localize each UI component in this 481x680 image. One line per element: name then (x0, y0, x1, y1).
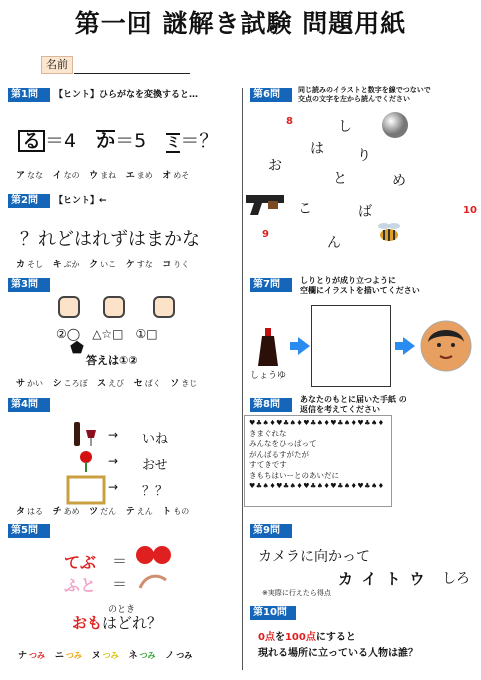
q5-options (18, 648, 199, 661)
q2-option[interactable]: コ りく (162, 260, 190, 270)
q5-option[interactable]: ノ つみ (165, 651, 193, 661)
pistol-icon (244, 191, 286, 217)
q2-header: 第2問 (8, 194, 50, 208)
q7-header: 第7問 (250, 278, 292, 292)
q6-char: こ (298, 201, 312, 217)
q8-instruction: あなたのもとに届いた手紙 の 返信を考えてください (300, 395, 407, 414)
q2-option[interactable]: キ ぶか (52, 260, 80, 270)
paper-hand-icon (153, 296, 175, 318)
q6-char: ん (327, 235, 341, 251)
q4-arrow: → (108, 428, 119, 442)
suit-border: ♥♣♠♦♥♣♠♦♥♣♠♦♥♣♠♦♥♣♠♦ (249, 482, 385, 490)
q1-option[interactable]: エ まめ (125, 171, 153, 181)
q6-instruction: 同じ読みのイラストと数字を線でつないで 交点の文字を左から読んでください (298, 86, 431, 103)
q5-equals: ＝ (112, 552, 128, 570)
soy-sauce-icon (252, 326, 288, 368)
q6-number: 8 (286, 116, 293, 127)
q1-option[interactable]: イ なの (52, 171, 80, 181)
suit-border: ♥♣♠♦♥♣♠♦♥♣♠♦♥♣♠♦♥♣♠♦ (249, 419, 385, 427)
q2-option[interactable]: カ そし (16, 260, 44, 270)
q3-option[interactable]: サ かい (16, 379, 44, 389)
q5-word-futo: ふと (64, 576, 97, 595)
q6-number: 9 (262, 229, 269, 240)
q6-char: り (357, 148, 371, 164)
q1-header: 第1問 (8, 88, 50, 102)
q9-line1: カメラに向かって (258, 549, 370, 565)
q4-arrow: → (108, 480, 119, 494)
letter-line: きまぐれな (249, 428, 287, 438)
column-divider (242, 88, 243, 670)
rose-icon (74, 450, 98, 472)
q8-header: 第8問 (250, 398, 292, 412)
q5-question-text: はどれ？ (102, 614, 163, 632)
q4-option[interactable]: チ あめ (52, 507, 80, 517)
q4-arrow: → (108, 454, 119, 468)
q6-char: と (333, 171, 347, 187)
q7-instruction: しりとりが成り立つように 空欄にイラストを描いてください (300, 276, 420, 295)
q3-header: 第3問 (8, 278, 50, 292)
letter-line: みんなをひっぱって (249, 439, 317, 448)
picture-frame-icon (66, 475, 106, 505)
q3-options (16, 376, 204, 389)
q1-eq2: ＝5 (115, 130, 147, 152)
q6-char: め (392, 173, 406, 189)
q2-options (16, 257, 196, 270)
thigh-icon (138, 570, 168, 592)
q6-char: し (338, 119, 352, 135)
q2-option[interactable]: ケ すな (125, 260, 153, 270)
q4-answer-text: おせ (142, 458, 168, 473)
q10-line2: 現れる場所に立っている人物は誰？ (258, 648, 418, 659)
letter-line: すてきです (249, 460, 287, 469)
q9-note: ※実際に行えたら得点 (262, 589, 331, 597)
scissors-hand-icon (103, 296, 125, 318)
q5-omo: おも (72, 614, 103, 632)
pearl-icon (380, 110, 410, 140)
page-title: 第一回 謎解き試験 問題用紙 (74, 9, 407, 38)
q8-letter (244, 415, 392, 507)
arrow-right-icon (403, 337, 415, 355)
q1-eq3: ＝？ (180, 130, 219, 152)
q1-kana-ka: か (96, 130, 116, 152)
q3-option[interactable]: ス えび (97, 379, 125, 389)
q1-kana-mi: ミ (166, 135, 181, 151)
q3-option[interactable]: シ ころぼ (52, 379, 88, 389)
q4-option[interactable]: ト もの (162, 507, 190, 517)
q5-option[interactable]: ネ つみ (128, 651, 156, 661)
q1-option[interactable]: オ めそ (162, 171, 190, 181)
q6-char: ば (358, 204, 372, 220)
q3-option[interactable]: ソ きじ (170, 379, 198, 389)
q4-header: 第4問 (8, 398, 50, 412)
wine-icon (70, 420, 100, 448)
q9-kaito: カイトウ (338, 570, 434, 588)
pentagon-icon: ⬟ (70, 338, 84, 357)
q6-number: 10 (463, 205, 477, 216)
q9-header: 第9問 (250, 524, 292, 538)
person-photo-icon (420, 320, 472, 372)
letter-line: きもちはいーとのあいだに (249, 470, 339, 480)
q4-options (16, 504, 196, 517)
q3-shapes: ②◯ △☆□ ①□ (56, 327, 158, 341)
q3-answer: 答えは①② (86, 354, 138, 367)
q7-caption: しょうゆ (250, 371, 287, 381)
q10-line1: 0点を100点にすると (258, 632, 356, 643)
q2-option[interactable]: ク いこ (89, 260, 117, 270)
q9-shiro: しろ (442, 571, 470, 587)
q4-answer-text: いね (142, 432, 169, 447)
letter-line: がんばるすがたが (249, 449, 309, 459)
boxing-gloves-icon (134, 543, 174, 567)
q1-kana-ru: る (18, 130, 45, 152)
q4-answer-text: ？？ (142, 484, 169, 499)
q1-option[interactable]: ア なな (16, 171, 44, 181)
q5-ruby: のとき (108, 605, 136, 615)
q1-eq1: ＝4 (45, 130, 77, 152)
q6-header: 第6問 (250, 88, 292, 102)
q5-equals: ＝ (112, 575, 128, 593)
arrow-right-icon (298, 337, 310, 355)
q2-puzzle: ？れどはれずはまかな (20, 229, 200, 250)
q1-puzzle (18, 126, 218, 153)
q5-question (72, 612, 162, 633)
rock-hand-icon (58, 296, 80, 318)
q2-hint: 【ヒント】← (54, 196, 107, 206)
q4-option[interactable]: タ はる (16, 507, 44, 517)
q1-hint: 【ヒント】ひらがなを変換すると… (54, 90, 199, 100)
q5-word-tebu: てぶ (64, 553, 97, 572)
name-label: 名前 (41, 56, 73, 74)
q7-drawing-box[interactable] (311, 305, 391, 387)
q5-header: 第5問 (8, 524, 50, 538)
bee-icon (372, 220, 406, 248)
q1-options (16, 168, 196, 181)
name-field[interactable] (74, 73, 190, 74)
q4-option[interactable]: ツ だん (89, 507, 117, 517)
q6-char: お (268, 158, 282, 174)
q6-char: は (310, 141, 324, 157)
q3-option[interactable]: セ ばく (133, 379, 161, 389)
q1-option[interactable]: ウ まね (89, 171, 117, 181)
q4-option[interactable]: テ えん (125, 507, 153, 517)
q5-option[interactable]: ヌ つみ (91, 651, 119, 661)
q10-header: 第10問 (250, 606, 296, 620)
q5-option[interactable]: ニ つみ (54, 651, 82, 661)
q5-option[interactable]: ナ つみ (18, 651, 46, 661)
